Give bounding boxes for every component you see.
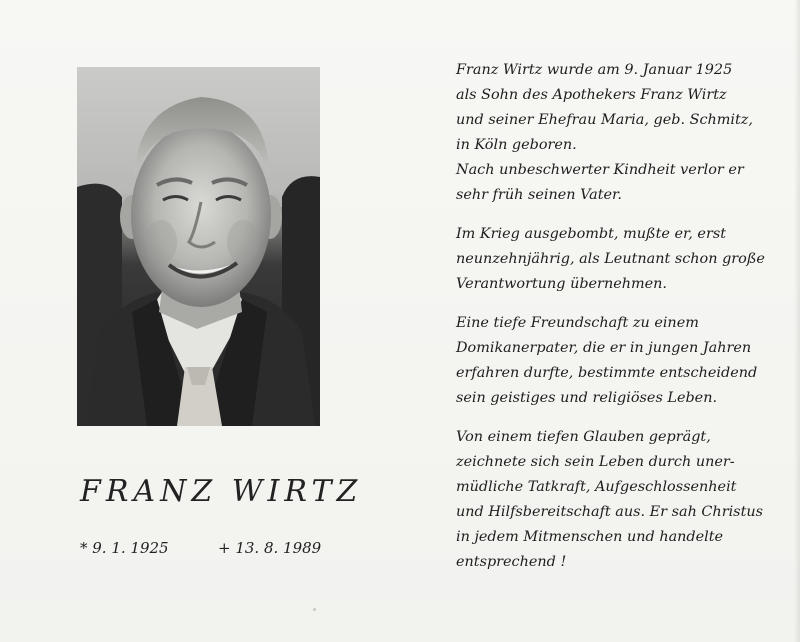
paragraph-childhood <box>456 58 776 208</box>
birth-date: * 9. 1. 1925 <box>80 539 169 557</box>
text-line: in Köln geboren. <box>456 137 577 153</box>
text-line: müdliche Tatkraft, Aufgeschlossenheit <box>456 479 737 495</box>
paragraph-friendship <box>456 311 776 411</box>
text-line: zeichnete sich sein Leben durch uner- <box>456 454 735 470</box>
text-line: sein geistiges und religiöses Leben. <box>456 390 718 406</box>
text-line: sehr früh seinen Vater. <box>456 187 622 203</box>
text-line: erfahren durfte, bestimmte entscheidend <box>456 365 758 381</box>
text-line: und seiner Ehefrau Maria, geb. Schmitz, <box>456 112 753 128</box>
paragraph-faith <box>456 425 776 575</box>
biography-text <box>456 58 776 589</box>
death-date: + 13. 8. 1989 <box>218 539 322 557</box>
text-line: Von einem tiefen Glauben geprägt, <box>456 429 711 445</box>
portrait-photo <box>77 67 320 426</box>
text-line: Eine tiefe Freundschaft zu einem <box>456 315 699 331</box>
text-line: neunzehnjährig, als Leutnant schon große <box>456 251 765 267</box>
text-line: als Sohn des Apothekers Franz Wirtz <box>456 87 727 103</box>
text-line: Verantwortung übernehmen. <box>456 276 667 292</box>
text-line: Im Krieg ausgebombt, mußte er, erst <box>456 226 726 242</box>
text-line: Domikanerpater, die er in jungen Jahren <box>456 340 752 356</box>
text-line: Nach unbeschwerter Kindheit verlor er <box>456 162 744 178</box>
paper-speck <box>313 608 316 611</box>
deceased-name: FRANZ WIRTZ <box>80 474 363 509</box>
text-line: in jedem Mitmenschen und handelte <box>456 529 724 545</box>
paragraph-war <box>456 222 776 297</box>
text-line: Franz Wirtz wurde am 9. Januar 1925 <box>456 62 733 78</box>
text-line: und Hilfsbereitschaft aus. Er sah Christus <box>456 504 764 520</box>
paper-edge-shadow <box>794 0 800 642</box>
text-line: entsprechend ! <box>456 554 567 570</box>
